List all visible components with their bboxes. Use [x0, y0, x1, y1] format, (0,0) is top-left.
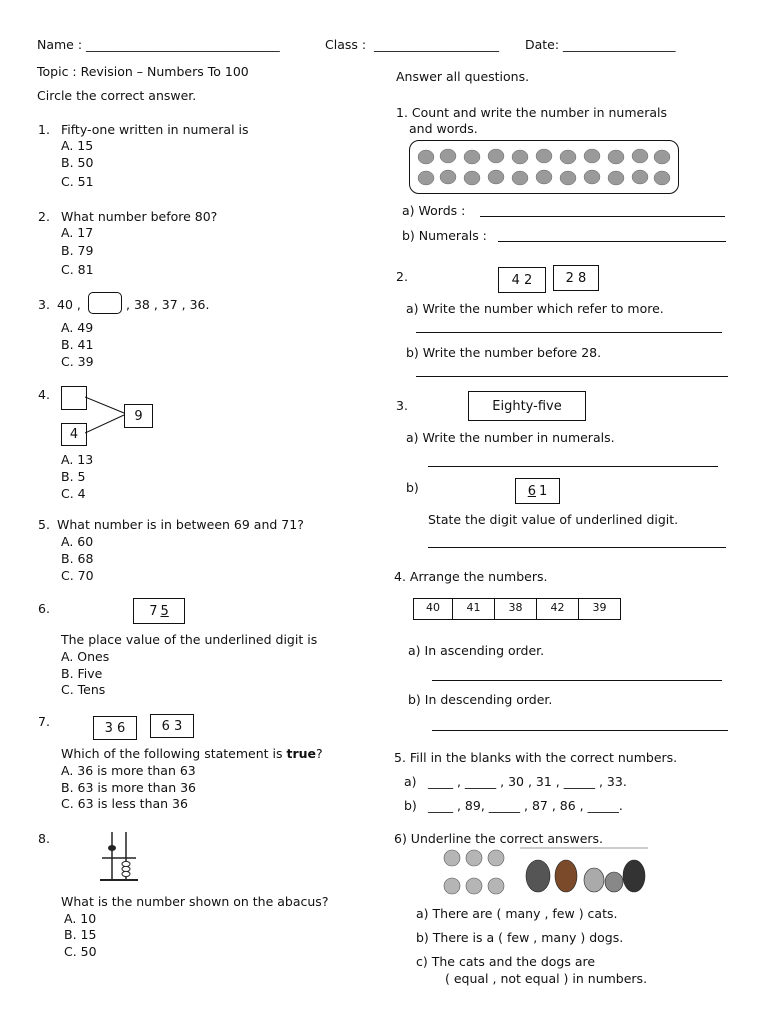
q3-sequence-end: , 38 , 37 , 36. [126, 297, 210, 312]
r-q2-part-b: b) Write the number before 28. [406, 345, 602, 360]
q4-connector-lines [85, 395, 125, 435]
q6-digit-underlined: 5 [160, 603, 169, 619]
r-q6-part-a: a) There are ( many , few ) cats. [416, 906, 618, 921]
q2-question: What number before 80? [61, 209, 218, 224]
r-q2-part-a-blank[interactable] [416, 332, 722, 333]
q7-question [61, 746, 323, 761]
r-q5-part-b-label: b) [404, 798, 417, 813]
q3-option-b: B. 41 [61, 337, 94, 352]
r-q1-numerals-label: b) Numerals : [402, 228, 487, 243]
q4-number: 4. [38, 387, 50, 402]
r-q3-part-b-label: b) [406, 480, 419, 495]
q1-question: Fifty-one written in numeral is [61, 122, 249, 137]
r-q5-part-a-sequence: ____ , _____ , 30 , 31 , _____ , 33. [428, 774, 627, 789]
r-q3-part-b-question: State the digit value of underlined digit. [428, 512, 679, 527]
q4-option-c: C. 4 [61, 486, 86, 501]
r-q1-numerals-blank[interactable] [498, 241, 726, 242]
q5-question: What number is in between 69 and 71? [57, 517, 304, 532]
r-q3-number: 3. [396, 398, 408, 413]
dogs-picture [520, 846, 648, 902]
q3-sequence-start: 40 , [57, 297, 81, 312]
r-q2-number: 2. [396, 269, 408, 284]
cats-picture [410, 141, 678, 193]
q7-number: 7. [38, 714, 50, 729]
r-q3-number-box [515, 478, 560, 504]
name-label: Name : [37, 37, 83, 52]
q6-option-a: A. Ones [61, 649, 110, 664]
q7-question-bold: true [286, 746, 317, 761]
r-q5-part-a-label: a) [404, 774, 417, 789]
name-blank: _______________________________ [86, 37, 280, 52]
cats-small-picture [440, 846, 510, 902]
r-q3-digit-ones: 1 [539, 483, 548, 499]
date-blank: __________________ [563, 37, 676, 52]
q4-sum-box: 9 [124, 404, 153, 428]
r-q4-part-b: b) In descending order. [408, 692, 553, 707]
q7-option-c: C. 63 is less than 36 [61, 796, 188, 811]
q1-option-b: B. 50 [61, 155, 94, 170]
q8-option-b: B. 15 [64, 927, 97, 942]
q1-option-c: C. 51 [61, 174, 94, 189]
q5-number: 5. [38, 517, 50, 532]
topic-title: Topic : Revision – Numbers To 100 [37, 64, 249, 79]
q4-bottom-box: 4 [61, 423, 87, 446]
r-q3-part-a: a) Write the number in numerals. [406, 430, 615, 445]
r-q2-part-a: a) Write the number which refer to more. [406, 301, 664, 316]
q4-top-box [61, 386, 87, 410]
q6-number-box [133, 598, 185, 624]
q6-question: The place value of the underlined digit is [61, 632, 318, 647]
r-q6-part-b: b) There is a ( few , many ) dogs. [416, 930, 624, 945]
q2-option-c: C. 81 [61, 262, 94, 277]
r-q1-question-line1: 1. Count and write the number in numerals [396, 105, 667, 120]
r-q4-question: 4. Arrange the numbers. [394, 569, 548, 584]
q2-number: 2. [38, 209, 50, 224]
r-q6-part-c-line1: c) The cats and the dogs are [416, 954, 596, 969]
q8-number: 8. [38, 831, 50, 846]
q5-option-c: C. 70 [61, 568, 94, 583]
r-q4-number-cell: 42 [536, 598, 579, 620]
r-q4-part-a-blank[interactable] [432, 680, 722, 681]
abacus-picture [98, 828, 140, 884]
q2-option-b: B. 79 [61, 243, 94, 258]
r-q5-part-b-sequence: ____ , 89, _____ , 87 , 86 , _____. [428, 798, 623, 813]
r-q4-number-cell: 38 [494, 598, 537, 620]
r-q3-part-b-blank[interactable] [428, 547, 726, 548]
q7-box-second: 6 3 [150, 714, 194, 738]
q5-option-a: A. 60 [61, 534, 94, 549]
q1-number: 1. [38, 122, 50, 137]
q4-option-b: B. 5 [61, 469, 86, 484]
q6-option-c: C. Tens [61, 682, 106, 697]
date-label: Date: [525, 37, 560, 52]
class-blank: ____________________ [374, 37, 499, 52]
q6-option-b: B. Five [61, 666, 103, 681]
q6-digit-tens: 7 [149, 603, 158, 619]
left-instruction: Circle the correct answer. [37, 88, 197, 103]
q7-question-end: ? [316, 746, 323, 761]
right-instruction: Answer all questions. [396, 69, 530, 84]
q6-number: 6. [38, 601, 50, 616]
q8-option-c: C. 50 [64, 944, 97, 959]
r-q4-number-cell: 39 [578, 598, 621, 620]
r-q2-box-second: 2 8 [553, 265, 599, 291]
q2-option-a: A. 17 [61, 225, 94, 240]
q3-option-a: A. 49 [61, 320, 94, 335]
q5-option-b: B. 68 [61, 551, 94, 566]
q4-option-a: A. 13 [61, 452, 94, 467]
r-q4-number-cell: 40 [413, 598, 453, 620]
q1-option-a: A. 15 [61, 138, 94, 153]
r-q1-question-line2: and words. [409, 121, 478, 136]
q3-number: 3. [38, 297, 50, 312]
q7-box-first: 3 6 [93, 716, 137, 740]
r-q1-words-blank[interactable] [480, 216, 725, 217]
q3-option-c: C. 39 [61, 354, 94, 369]
r-q5-question: 5. Fill in the blanks with the correct numbers. [394, 750, 678, 765]
r-q4-number-row [413, 598, 621, 620]
r-q4-number-cell: 41 [452, 598, 495, 620]
r-q4-part-b-blank[interactable] [432, 730, 728, 731]
q8-option-a: A. 10 [64, 911, 97, 926]
r-q3-digit-underlined: 6 [527, 483, 536, 499]
q7-question-text: Which of the following statement is [61, 746, 287, 761]
r-q1-words-label: a) Words : [402, 203, 466, 218]
r-q4-part-a: a) In ascending order. [408, 643, 545, 658]
class-label: Class : [325, 37, 367, 52]
q7-option-a: A. 36 is more than 63 [61, 763, 196, 778]
r-q3-part-a-blank[interactable] [428, 466, 718, 467]
r-q2-part-b-blank[interactable] [416, 376, 728, 377]
r-q6-question: 6) Underline the correct answers. [394, 831, 604, 846]
r-q3-word-box: Eighty-five [468, 391, 586, 421]
q8-question: What is the number shown on the abacus? [61, 894, 329, 909]
r-q2-box-first: 4 2 [498, 267, 546, 293]
q3-missing-number-box [88, 292, 122, 314]
cats-picture-frame [409, 140, 679, 194]
q7-option-b: B. 63 is more than 36 [61, 780, 196, 795]
r-q6-part-c-line2: ( equal , not equal ) in numbers. [445, 971, 648, 986]
